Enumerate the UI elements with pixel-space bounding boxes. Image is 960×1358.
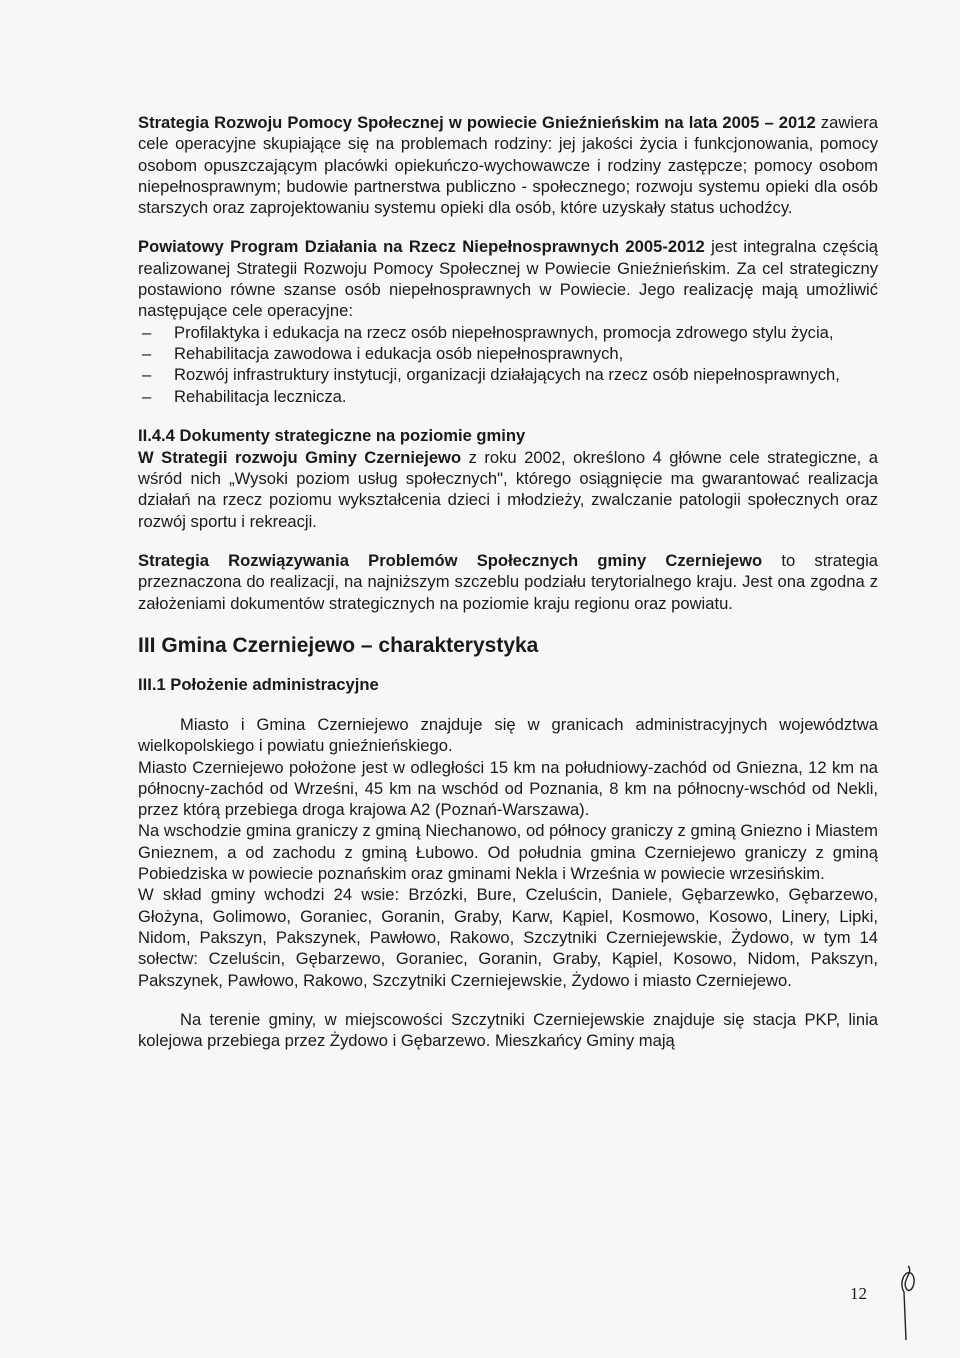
strategy-county-title: Strategia Rozwoju Pomocy Społecznej w powiecie Gnieźnieńskim na lata 2005 – 2012 xyxy=(138,113,816,132)
section-heading-31: III.1 Położenie administracyjne xyxy=(138,674,379,694)
paragraph-admin-villages: W skład gminy wchodzi 24 wsie: Brzózki, Bure, Czeluścin, Daniele, Gębarzewko, Gębarzewo, Głożyna, Golimowo, Goraniec, Goranin, Graby, Karw, Kąpiel, Kosmowo, Kosowo, Linery, Lipki, Nidom, Pakszyn, Pakszynek, Pawłowo, Rakowo, Szczytniki Czerniejewskie, Żydowo, w tym 14 sołectw: Czeluścin, Gębarzewo, Goraniec, Goranin, Graby, Kąpiel, Kosowo, Nidom, Pakszyn, Pakszynek, Pawłowo, Rakowo, Szczytniki Czerniejewskie, Żydowo i miasto Czerniejewo. xyxy=(138,885,878,990)
disabled-program-text: jest integralna częścią realizowanej Strategii Rozwoju Pomocy Społecznej w Powiecie Gnieźnieńskim. Za cel strategiczny postawiono równe szanse osób niepełnosprawnych w Powiecie. Jego realizację mają umożliwić następujące cele operacyjne: xyxy=(138,237,878,321)
disabled-program-title: Powiatowy Program Działania na Rzecz Niepełnosprawnych 2005-2012 xyxy=(138,237,705,257)
chapter-title: III Gmina Czerniejewo – charakterystyka xyxy=(138,633,539,657)
list-item: – Profilaktyka i edukacja na rzecz osób niepełnosprawnych, promocja zdrowego stylu życia, xyxy=(138,322,878,343)
operational-goals-list xyxy=(138,322,878,407)
paragraph-gmina-strategy xyxy=(138,447,878,532)
social-problems-strategy-text: to strategia przeznaczona do realizacji, na najniższym szczeblu podziału terytorialnego kraju. Jest ona zgodna z założeniami dokumentów strategicznych na poziomie kraju regionu oraz powiatu. xyxy=(138,551,878,613)
paragraph-admin-borders: Na wschodzie gmina graniczy z gminą Niechanowo, od północy graniczy z gminą Gniezno i Miastem Gnieznem, a od zachodu z gminą Łubowo. Od południa gmina Czerniejewo graniczy z gminą Pobiedziska w powiecie poznańskim oraz gminami Nekla i Września w powiecie wrzesińskim. xyxy=(138,821,878,884)
list-item: – Rehabilitacja zawodowa i edukacja osób niepełnosprawnych, xyxy=(138,343,878,364)
signature-mark xyxy=(888,1262,928,1342)
social-problems-strategy-title: Strategia Rozwiązywania Problemów Społecznych gminy Czerniejewo xyxy=(138,551,763,571)
section-heading-244: II.4.4 Dokumenty strategiczne na poziomie gminy xyxy=(138,425,526,445)
document-page xyxy=(138,112,878,1051)
strategy-county-text: zawiera cele operacyjne skupiające się na problemach rodziny: jej jakości życia i funkcjonowania, pomocy osobom opuszczającym placówki opiekuńczo-wychowawcze i rodziny zastępcze; pomocy osobom niepełnosprawnym; budowie partnerstwa publiczno - społecznego; rozwoju systemu opieki dla osób starszych oraz zaprojektowaniu systemu opieki dla osób, które uzyskały status uchodźcy. xyxy=(138,113,878,218)
list-item: – Rehabilitacja lecznicza. xyxy=(138,386,878,407)
paragraph-social-problems-strategy xyxy=(138,550,878,614)
gmina-strategy-title: W Strategii rozwoju Gminy Czerniejewo xyxy=(138,447,462,467)
list-item: – Rozwój infrastruktury instytucji, organizacji działających na rzecz osób niepełnosprawnych, xyxy=(138,364,878,385)
gmina-strategy-text: z roku 2002, określono 4 główne cele strategiczne, a wśród nich „Wysoki poziom usług społecznych", którego osiągnięcie ma gwarantować realizacja działań na rzecz poziomu wykształcenia dzieci i młodzieży, zwalczanie patologii społecznych oraz rozwój sportu i rekreacji. xyxy=(138,447,879,531)
paragraph-admin-location: Miasto i Gmina Czerniejewo znajduje się w granicach administracyjnych województwa wielkopolskiego i powiatu gnieźnieńskiego. xyxy=(138,714,878,756)
paragraph-admin-distances: Miasto Czerniejewo położone jest w odległości 15 km na południowy-zachód od Gniezna, 12 km na północny-zachód od Wrześni, 45 km na wschód od Poznania, 8 km na północny-wschód od Nekli, przez którą przebiega droga krajowa A2 (Poznań-Warszawa). xyxy=(138,757,878,820)
paragraph-railway: Na terenie gminy, w miejscowości Szczytniki Czerniejewskie znajduje się stacja PKP, linia kolejowa przebiega przez Żydowo i Gębarzewo. Mieszkańcy Gminy mają xyxy=(138,1009,878,1051)
paragraph-strategy-county xyxy=(138,112,878,218)
paragraph-disabled-program xyxy=(138,236,878,321)
page-number: 12 xyxy=(850,1284,867,1303)
